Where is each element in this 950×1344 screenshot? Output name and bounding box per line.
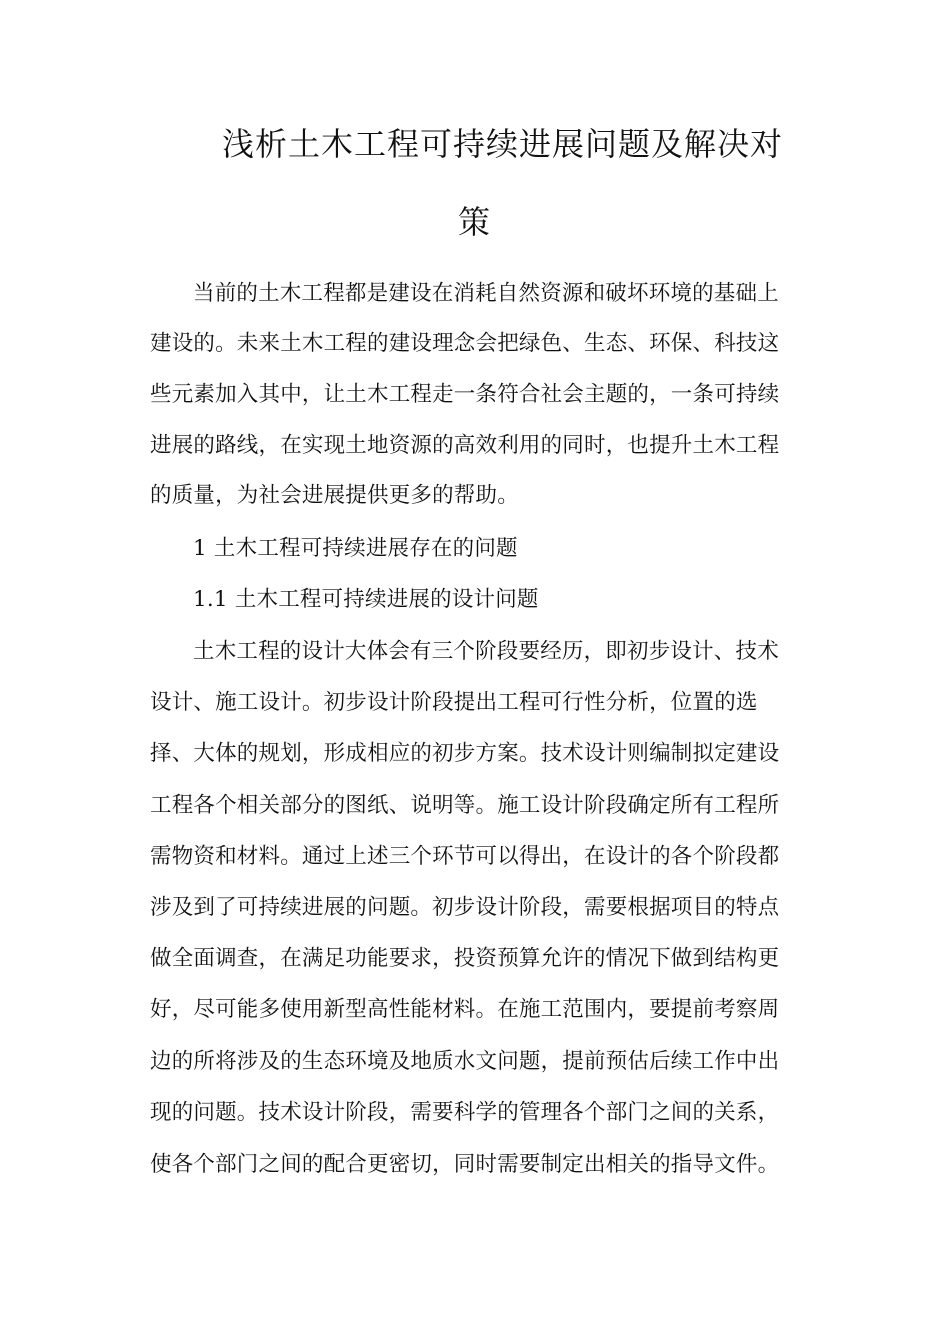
paragraph-line: 涉及到了可持续进展的问题。初步设计阶段，需要根据项目的特点 <box>150 895 780 920</box>
document-title-line-1: 浅析土木工程可持续进展问题及解决对 <box>222 125 784 163</box>
paragraph-line: 现的问题。技术设计阶段，需要科学的管理各个部门之间的关系， <box>150 1100 780 1125</box>
section-heading: 1 土木工程可持续进展存在的问题 <box>193 536 518 561</box>
paragraph-line: 使各个部门之间的配合更密切，同时需要制定出相关的指导文件。 <box>150 1152 780 1177</box>
paragraph-line: 好，尽可能多使用新型高性能材料。在施工范围内，要提前考察周 <box>150 997 780 1022</box>
paragraph-line: 工程各个相关部分的图纸、说明等。施工设计阶段确定所有工程所 <box>150 793 780 818</box>
document-title-line-2: 策 <box>458 203 492 241</box>
paragraph-line: 边的所将涉及的生态环境及地质水文问题，提前预估后续工作中出 <box>150 1049 780 1074</box>
paragraph-line: 当前的土木工程都是建设在消耗自然资源和破坏环境的基础上 <box>193 281 779 306</box>
paragraph-line: 做全面调查，在满足功能要求，投资预算允许的情况下做到结构更 <box>150 946 780 971</box>
paragraph-line: 的质量，为社会进展提供更多的帮助。 <box>150 483 519 508</box>
paragraph-line: 进展的路线，在实现土地资源的高效利用的同时，也提升土木工程 <box>150 433 780 458</box>
paragraph-line: 需物资和材料。通过上述三个环节可以得出，在设计的各个阶段都 <box>150 844 780 869</box>
paragraph-line: 些元素加入其中，让土木工程走一条符合社会主题的，一条可持续 <box>150 382 780 407</box>
paragraph-line: 择、大体的规划，形成相应的初步方案。技术设计则编制拟定建设 <box>150 741 780 766</box>
paragraph-line: 土木工程的设计大体会有三个阶段要经历，即初步设计、技术 <box>193 639 779 664</box>
subsection-heading: 1.1 土木工程可持续进展的设计问题 <box>193 587 539 612</box>
paragraph-line: 设计、施工设计。初步设计阶段提出工程可行性分析，位置的选 <box>150 690 758 715</box>
paragraph-line: 建设的。未来土木工程的建设理念会把绿色、生态、环保、科技这 <box>150 331 780 356</box>
